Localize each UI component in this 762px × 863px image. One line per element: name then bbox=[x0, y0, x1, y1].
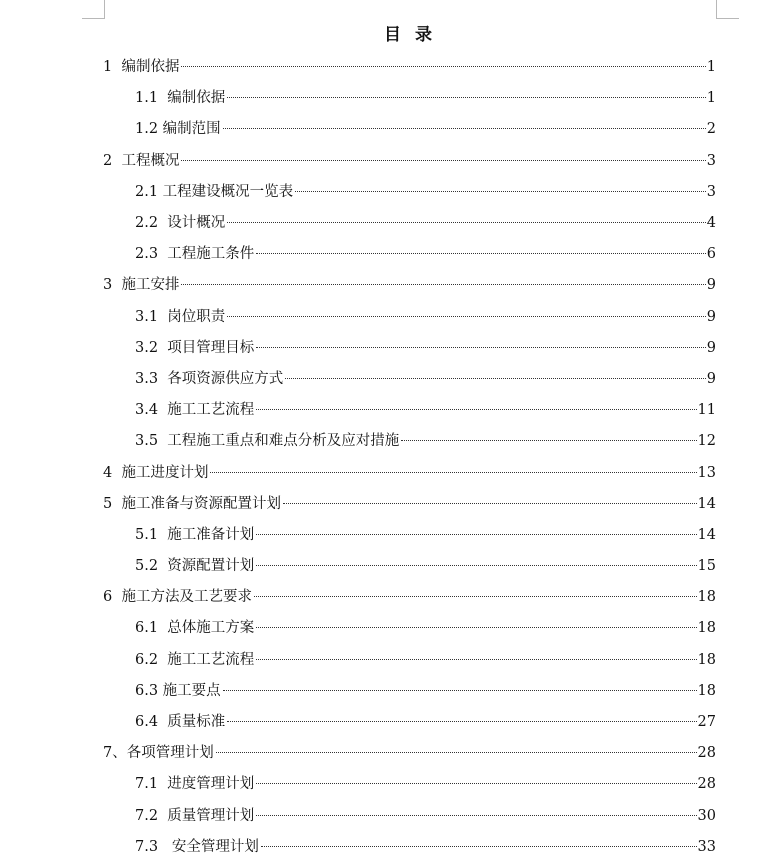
toc-entry-text: 3.5 工程施工重点和难点分析及应对措施 bbox=[135, 433, 400, 450]
toc-entry-line bbox=[135, 180, 716, 201]
toc-entry-line bbox=[135, 835, 716, 856]
toc-entry[interactable] bbox=[0, 830, 762, 861]
toc-entry-line bbox=[135, 648, 716, 669]
toc-entry-page-number: 6 bbox=[706, 246, 716, 263]
toc-dot-leader bbox=[283, 502, 697, 504]
toc-entry-text: 7.2 质量管理计划 bbox=[135, 807, 255, 824]
toc-dot-leader bbox=[227, 720, 696, 722]
toc-entry[interactable] bbox=[0, 237, 762, 268]
toc-entry-page-number: 1 bbox=[706, 90, 716, 107]
toc-entry[interactable] bbox=[0, 81, 762, 112]
toc-entry-page-number: 3 bbox=[706, 183, 716, 200]
toc-entry[interactable] bbox=[0, 767, 762, 798]
toc-dot-leader bbox=[227, 315, 705, 317]
toc-entry[interactable] bbox=[0, 611, 762, 642]
toc-dot-leader bbox=[210, 471, 696, 473]
toc-dot-leader bbox=[256, 533, 696, 535]
toc-entry-line bbox=[135, 398, 716, 419]
toc-entry[interactable] bbox=[0, 112, 762, 143]
toc-entry[interactable] bbox=[0, 455, 762, 486]
toc-entry[interactable] bbox=[0, 549, 762, 580]
toc-entry-page-number: 18 bbox=[697, 589, 716, 606]
toc-entry-page-number: 14 bbox=[697, 526, 716, 543]
toc-entry-page-number: 12 bbox=[697, 433, 716, 450]
toc-dot-leader bbox=[181, 283, 705, 285]
toc-entry[interactable] bbox=[0, 393, 762, 424]
toc-entry[interactable] bbox=[0, 144, 762, 175]
toc-entry-line bbox=[103, 273, 716, 294]
toc-dot-leader bbox=[256, 408, 696, 410]
toc-entry[interactable] bbox=[0, 424, 762, 455]
toc-entry-text: 2.2 设计概况 bbox=[135, 215, 226, 232]
toc-entry-line bbox=[103, 585, 716, 606]
toc-dot-leader bbox=[285, 377, 705, 379]
toc-dot-leader bbox=[223, 689, 697, 691]
toc-entry[interactable] bbox=[0, 487, 762, 518]
toc-dot-leader bbox=[295, 190, 706, 192]
toc-entry-text: 7.3 安全管理计划 bbox=[135, 838, 259, 855]
toc-entry-text: 7.1 进度管理计划 bbox=[135, 776, 255, 793]
toc-entry-text: 1.1 编制依据 bbox=[135, 90, 226, 107]
toc-entry[interactable] bbox=[0, 705, 762, 736]
toc-entry[interactable] bbox=[0, 643, 762, 674]
toc-entry-text: 6 施工方法及工艺要求 bbox=[103, 589, 252, 606]
toc-entry[interactable] bbox=[0, 674, 762, 705]
toc-entry-text: 3 施工安排 bbox=[103, 277, 180, 294]
toc-dot-leader bbox=[401, 439, 696, 441]
toc-entry[interactable] bbox=[0, 268, 762, 299]
toc-entry-line bbox=[135, 523, 716, 544]
toc-entry-line bbox=[135, 336, 716, 357]
toc-dot-leader bbox=[223, 127, 706, 129]
toc-entry-text: 7、各项管理计划 bbox=[103, 745, 214, 762]
toc-entry-line bbox=[103, 149, 716, 170]
toc-entry-page-number: 15 bbox=[697, 558, 716, 575]
toc-entry[interactable] bbox=[0, 799, 762, 830]
toc-entry-line bbox=[103, 741, 716, 762]
toc-entry[interactable] bbox=[0, 736, 762, 767]
toc-dot-leader bbox=[256, 252, 705, 254]
toc-entry-page-number: 2 bbox=[706, 121, 716, 138]
toc-dot-leader bbox=[256, 564, 696, 566]
toc-title: 目 录 bbox=[384, 25, 436, 45]
toc-entry-page-number: 30 bbox=[697, 807, 716, 824]
toc-list bbox=[0, 50, 762, 861]
toc-entry-page-number: 27 bbox=[697, 714, 716, 731]
toc-entry-text: 3.4 施工工艺流程 bbox=[135, 402, 255, 419]
toc-entry[interactable] bbox=[0, 362, 762, 393]
toc-entry-text: 3.3 各项资源供应方式 bbox=[135, 370, 284, 387]
toc-entry-line bbox=[135, 305, 716, 326]
toc-entry-text: 6.4 质量标准 bbox=[135, 714, 226, 731]
toc-entry-text: 1 编制依据 bbox=[103, 59, 180, 76]
toc-entry[interactable] bbox=[0, 331, 762, 362]
toc-entry-page-number: 3 bbox=[706, 152, 716, 169]
toc-entry-line bbox=[135, 429, 716, 450]
toc-entry-page-number: 11 bbox=[697, 402, 716, 419]
toc-entry-line bbox=[135, 772, 716, 793]
toc-entry-line bbox=[103, 461, 716, 482]
toc-entry-page-number: 9 bbox=[706, 277, 716, 294]
toc-dot-leader bbox=[254, 595, 697, 597]
toc-dot-leader bbox=[216, 751, 697, 753]
toc-entry-page-number: 9 bbox=[706, 339, 716, 356]
toc-entry-text: 2.3 工程施工条件 bbox=[135, 246, 255, 263]
toc-entry-line bbox=[103, 492, 716, 513]
toc-entry[interactable] bbox=[0, 518, 762, 549]
toc-entry-page-number: 13 bbox=[697, 464, 716, 481]
toc-entry-page-number: 9 bbox=[706, 370, 716, 387]
toc-entry-page-number: 28 bbox=[697, 776, 716, 793]
toc-entry-page-number: 18 bbox=[697, 620, 716, 637]
toc-entry-line bbox=[135, 211, 716, 232]
toc-entry-line bbox=[135, 804, 716, 825]
toc-dot-leader bbox=[256, 782, 696, 784]
toc-dot-leader bbox=[256, 814, 696, 816]
toc-entry-line bbox=[135, 679, 716, 700]
toc-entry[interactable] bbox=[0, 300, 762, 331]
toc-entry-page-number: 33 bbox=[697, 838, 716, 855]
toc-dot-leader bbox=[256, 346, 705, 348]
toc-entry-line bbox=[135, 117, 716, 138]
toc-entry-line bbox=[135, 367, 716, 388]
toc-entry-text: 2 工程概况 bbox=[103, 152, 180, 169]
toc-entry-text: 3.2 项目管理目标 bbox=[135, 339, 255, 356]
toc-entry-text: 6.3 施工要点 bbox=[135, 682, 221, 699]
toc-entry-line bbox=[135, 242, 716, 263]
toc-entry-text: 1.2 编制范围 bbox=[135, 121, 221, 138]
toc-entry-line bbox=[135, 710, 716, 731]
toc-entry-text: 5.2 资源配置计划 bbox=[135, 558, 255, 575]
toc-entry-page-number: 1 bbox=[706, 59, 716, 76]
toc-entry-page-number: 18 bbox=[697, 651, 716, 668]
toc-entry-text: 6.2 施工工艺流程 bbox=[135, 651, 255, 668]
toc-entry-line bbox=[135, 616, 716, 637]
toc-dot-leader bbox=[256, 658, 696, 660]
toc-entry-text: 2.1 工程建设概况一览表 bbox=[135, 183, 294, 200]
toc-dot-leader bbox=[181, 65, 705, 67]
toc-dot-leader bbox=[261, 845, 697, 847]
toc-entry-text: 6.1 总体施工方案 bbox=[135, 620, 255, 637]
toc-entry[interactable] bbox=[0, 50, 762, 81]
toc-entry[interactable] bbox=[0, 206, 762, 237]
toc-dot-leader bbox=[181, 159, 705, 161]
toc-entry[interactable] bbox=[0, 175, 762, 206]
crop-mark-top-left bbox=[82, 0, 105, 19]
toc-entry-text: 4 施工进度计划 bbox=[103, 464, 209, 481]
toc-entry-page-number: 4 bbox=[706, 215, 716, 232]
toc-entry-line bbox=[103, 55, 716, 76]
toc-dot-leader bbox=[256, 626, 696, 628]
crop-mark-top-right bbox=[716, 0, 739, 19]
toc-entry-page-number: 28 bbox=[697, 745, 716, 762]
toc-entry-line bbox=[135, 554, 716, 575]
toc-entry[interactable] bbox=[0, 580, 762, 611]
toc-entry-text: 5 施工准备与资源配置计划 bbox=[103, 495, 281, 512]
toc-entry-page-number: 18 bbox=[697, 682, 716, 699]
toc-dot-leader bbox=[227, 221, 705, 223]
toc-dot-leader bbox=[227, 96, 705, 98]
toc-entry-line bbox=[135, 86, 716, 107]
toc-entry-page-number: 9 bbox=[706, 308, 716, 325]
toc-entry-text: 3.1 岗位职责 bbox=[135, 308, 226, 325]
toc-entry-page-number: 14 bbox=[697, 495, 716, 512]
toc-entry-text: 5.1 施工准备计划 bbox=[135, 526, 255, 543]
